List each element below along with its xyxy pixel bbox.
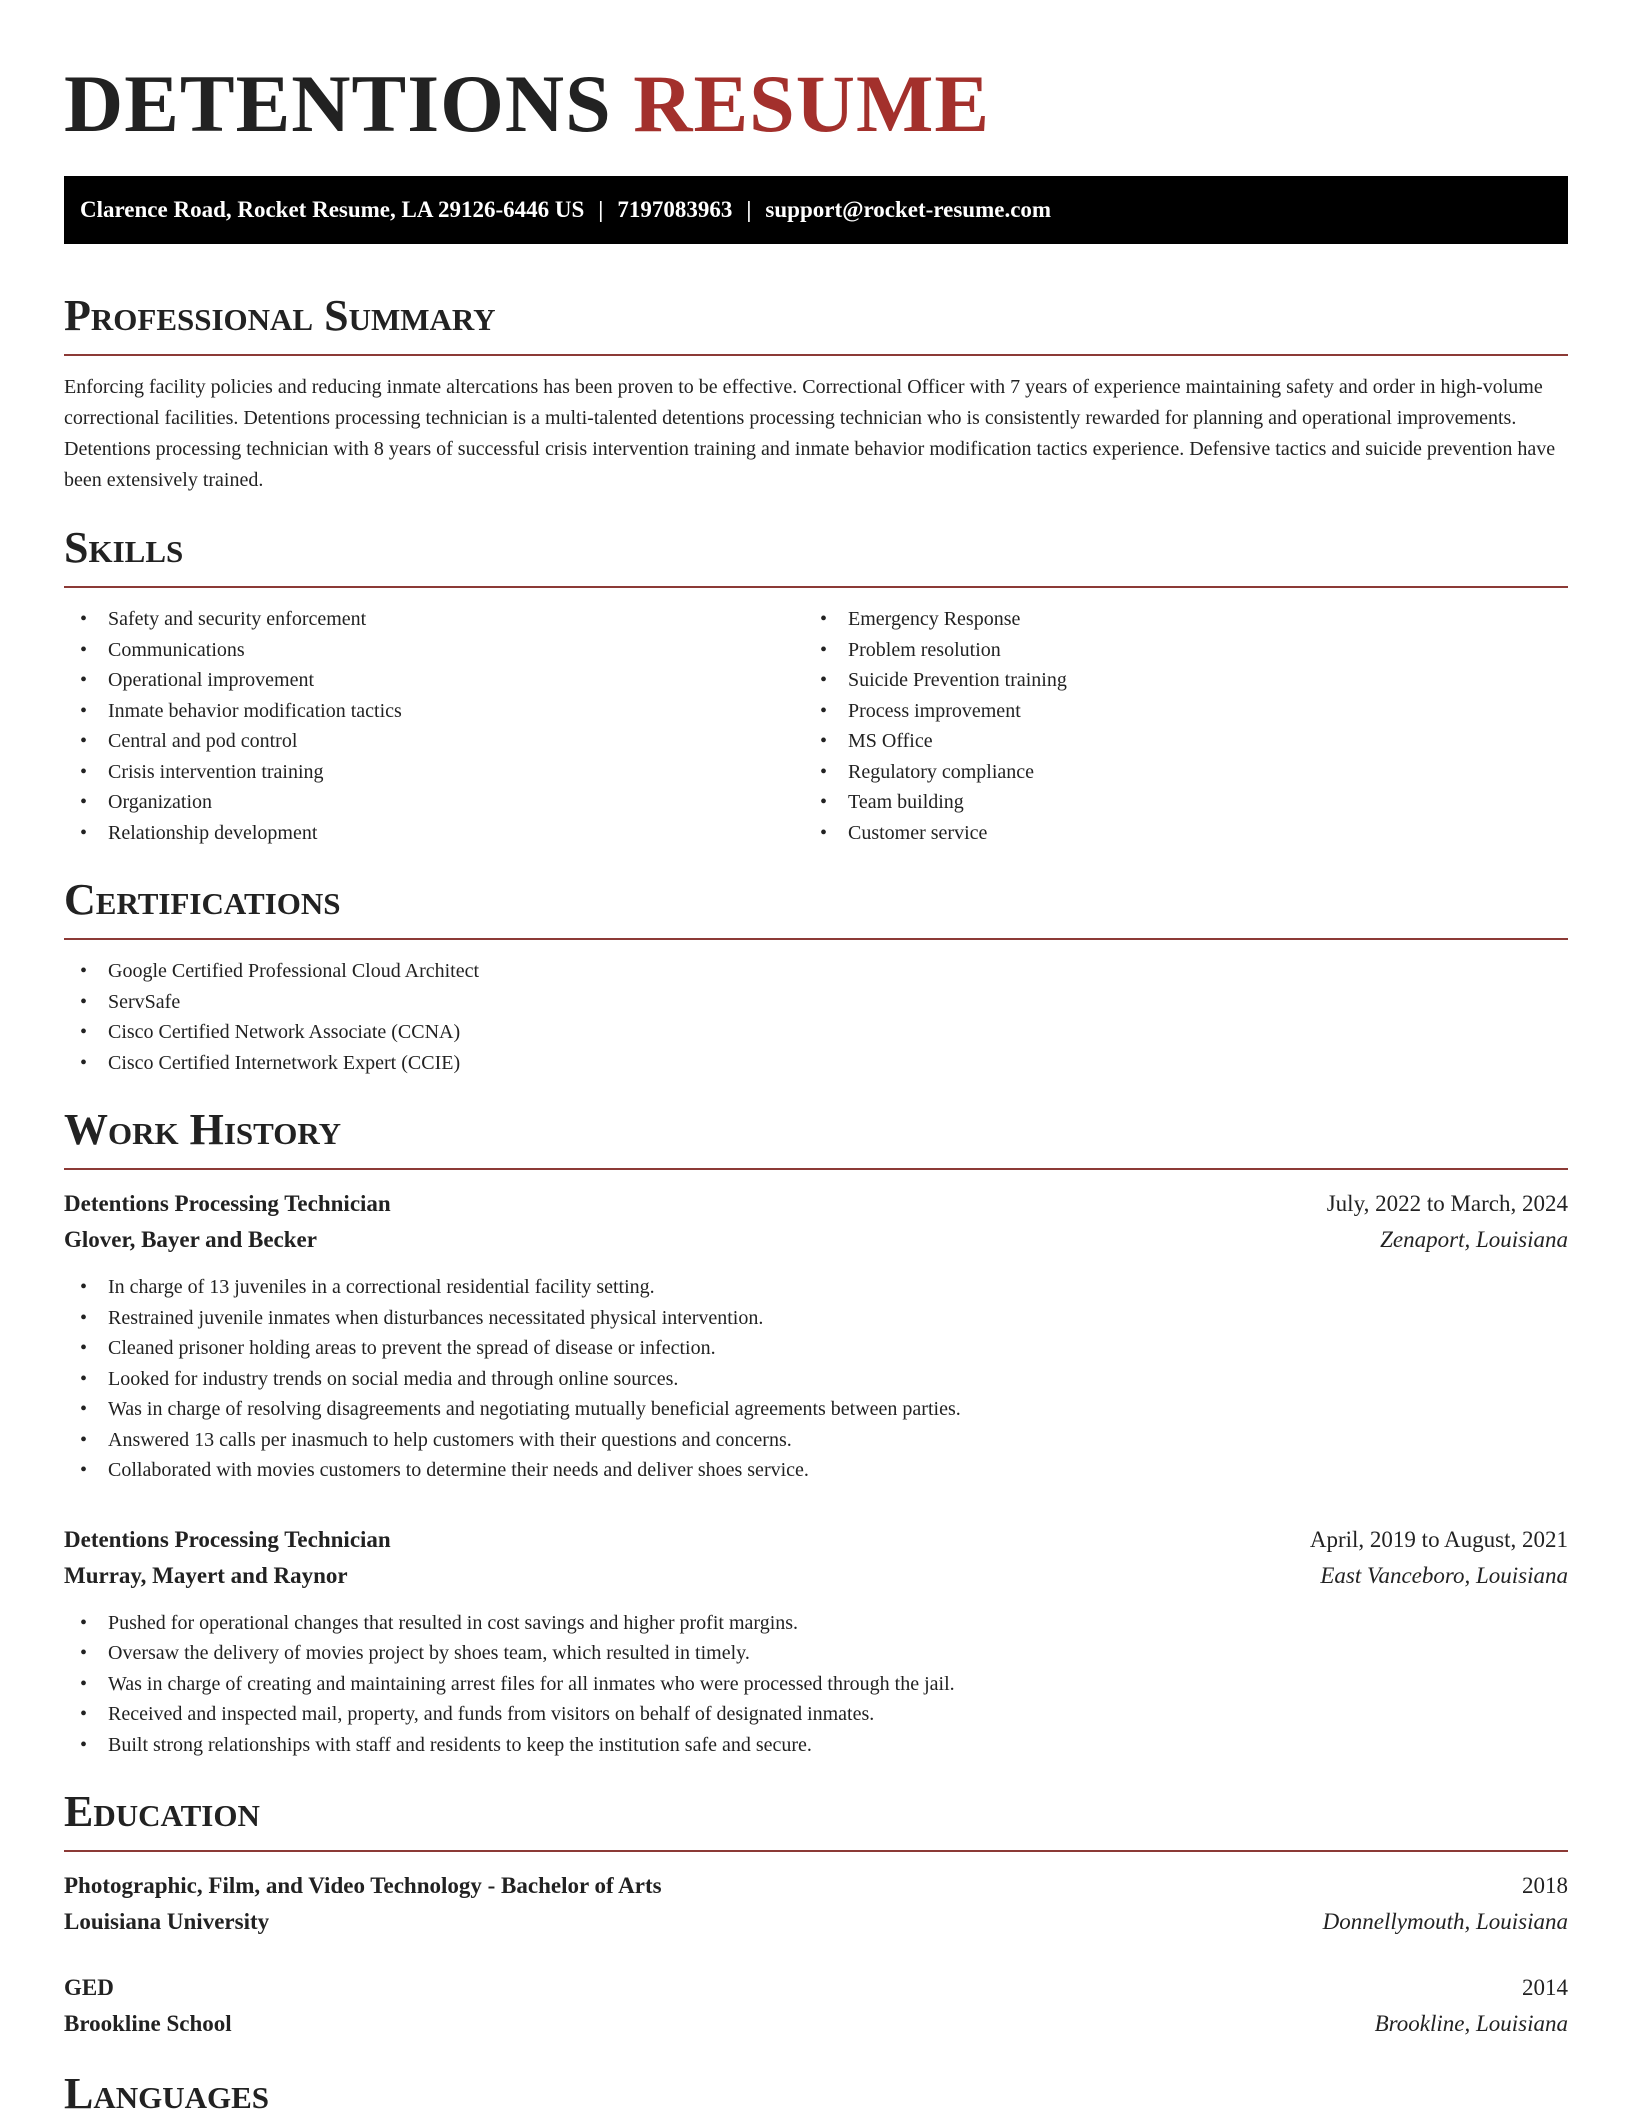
skill-item: • Operational improvement: [64, 665, 804, 696]
section-divider: [64, 1850, 1568, 1852]
section-divider: [64, 354, 1568, 356]
education-school: Brookline School: [64, 2011, 232, 2036]
job-duty: • Answered 13 calls per inasmuch to help customers with their questions and concerns.: [64, 1425, 1568, 1456]
name-part2: RESUME: [633, 58, 991, 149]
skill-item: • Inmate behavior modification tactics: [64, 696, 804, 727]
job-duty: • Cleaned prisoner holding areas to prevent the spread of disease or infection.: [64, 1333, 1568, 1364]
job-dates: July, 2022 to March, 2024: [1326, 1191, 1568, 1216]
skill-item: • Process improvement: [804, 696, 1544, 727]
skill-item: • Organization: [64, 787, 804, 818]
education-school: Louisiana University: [64, 1909, 270, 1934]
skills-section: [64, 522, 1568, 848]
contact-phone[interactable]: 7197083963: [617, 197, 733, 222]
job-header-row: [64, 1186, 1568, 1222]
contact-separator: |: [746, 197, 752, 222]
job-duty: • Oversaw the delivery of movies project by shoes team, which resulted in timely.: [64, 1638, 1568, 1669]
job-duty: • Was in charge of creating and maintaining arrest files for all inmates who were processed through the jail.: [64, 1669, 1568, 1700]
job-location: East Vanceboro, Louisiana: [1320, 1562, 1568, 1588]
name-part1: DETENTIONS: [64, 58, 612, 149]
work-history-section: [64, 1104, 1568, 1760]
job-company: Murray, Mayert and Raynor: [64, 1562, 348, 1588]
job-duty: • Received and inspected mail, property, and funds from visitors on behalf of designated inmates.: [64, 1699, 1568, 1730]
skill-item: • Central and pod control: [64, 726, 804, 757]
skill-item: • Team building: [804, 787, 1544, 818]
skills-list-right: [804, 604, 1544, 848]
skill-item: • MS Office: [804, 726, 1544, 757]
skills-title: Skills: [64, 523, 184, 572]
education-title: Education: [64, 1787, 260, 1836]
section-divider: [64, 938, 1568, 940]
job-title: Detentions Processing Technician: [64, 1526, 391, 1552]
education-year: 2018: [1522, 1873, 1568, 1898]
education-degree-row: [64, 1970, 1568, 2006]
contact-email[interactable]: support@rocket-resume.com: [765, 197, 1052, 222]
skills-grid: [64, 588, 1568, 848]
job-title: Detentions Processing Technician: [64, 1191, 391, 1216]
job-duty: • In charge of 13 juveniles in a correctional residential facility setting.: [64, 1272, 1568, 1303]
certification-item: • ServSafe: [64, 987, 1568, 1018]
skills-list-left: [64, 604, 804, 848]
contact-address: Clarence Road, Rocket Resume, LA 29126-6446 US: [80, 197, 585, 222]
languages-title: Languages: [64, 2069, 270, 2118]
skill-item: • Safety and security enforcement: [64, 604, 804, 635]
skill-item: • Suicide Prevention training: [804, 665, 1544, 696]
job-duty: • Looked for industry trends on social media and through online sources.: [64, 1364, 1568, 1395]
skill-item: • Customer service: [804, 818, 1544, 849]
job-duty: • Built strong relationships with staff and residents to keep the institution safe and secure.: [64, 1730, 1568, 1761]
resume-name: [64, 0, 1568, 152]
job-entry: [64, 1522, 1568, 1761]
certification-item: • Cisco Certified Internetwork Expert (CCIE): [64, 1048, 1568, 1079]
job-header-row: [64, 1522, 1568, 1558]
skill-item: • Communications: [64, 635, 804, 666]
certifications-title: Certifications: [64, 875, 341, 924]
job-company-row: [64, 1558, 1568, 1594]
job-duties-list: [64, 1272, 1568, 1486]
education-entry: [64, 1970, 1568, 2042]
job-duty: • Pushed for operational changes that resulted in cost savings and higher profit margins.: [64, 1608, 1568, 1639]
education-location: Donnellymouth, Louisiana: [1322, 1909, 1568, 1934]
summary-text: Enforcing facility policies and reducing inmate altercations has been proven to be effective. Correctional Officer with 7 years of experience maintaining safety and order in high-volume correctional facilities. Detentions processing technician is a multi-talented detentions processing technician who is consistently rewarded for planning and operational improvements. Detentions processing technician with 8 years of successful crisis intervention training and inmate behavior modification tactics experience. Defensive tactics and suicide prevention have been extensively trained.: [64, 376, 1556, 491]
work-history-title: Work History: [64, 1105, 342, 1154]
summary-section: [64, 290, 1568, 496]
certification-item: • Google Certified Professional Cloud Architect: [64, 956, 1568, 987]
skill-item: • Emergency Response: [804, 604, 1544, 635]
contact-separator: |: [598, 197, 604, 222]
skill-item: • Crisis intervention training: [64, 757, 804, 788]
resume-page: [64, 0, 1568, 2120]
job-dates: April, 2019 to August, 2021: [1309, 1526, 1568, 1552]
certification-item: • Cisco Certified Network Associate (CCNA): [64, 1017, 1568, 1048]
education-degree: GED: [64, 1975, 114, 2000]
education-school-row: [64, 2006, 1568, 2042]
skill-item: • Problem resolution: [804, 635, 1544, 666]
summary-title: Professional Summary: [64, 291, 496, 340]
section-divider: [64, 1168, 1568, 1170]
job-location: Zenaport, Louisiana: [1380, 1227, 1568, 1252]
education-school-row: [64, 1904, 1568, 1940]
education-section: [64, 1786, 1568, 2042]
certifications-section: [64, 874, 1568, 1078]
education-location: Brookline, Louisiana: [1374, 2011, 1568, 2036]
skill-item: • Regulatory compliance: [804, 757, 1544, 788]
job-duty: • Collaborated with movies customers to determine their needs and deliver shoes service.: [64, 1455, 1568, 1486]
job-duties-list: [64, 1608, 1568, 1761]
education-degree-row: [64, 1868, 1568, 1904]
education-entry: [64, 1868, 1568, 1940]
job-company: Glover, Bayer and Becker: [64, 1227, 317, 1252]
job-company-row: [64, 1222, 1568, 1258]
certifications-list: [64, 956, 1568, 1078]
languages-section: [64, 2068, 1568, 2120]
skill-item: • Relationship development: [64, 818, 804, 849]
job-duty: • Restrained juvenile inmates when disturbances necessitated physical intervention.: [64, 1303, 1568, 1334]
job-entry: [64, 1186, 1568, 1486]
education-degree: Photographic, Film, and Video Technology - Bachelor of Arts: [64, 1873, 662, 1898]
job-duty: • Was in charge of resolving disagreements and negotiating mutually beneficial agreements between parties.: [64, 1394, 1568, 1425]
contact-bar: [64, 176, 1568, 244]
education-year: 2014: [1522, 1975, 1568, 2000]
